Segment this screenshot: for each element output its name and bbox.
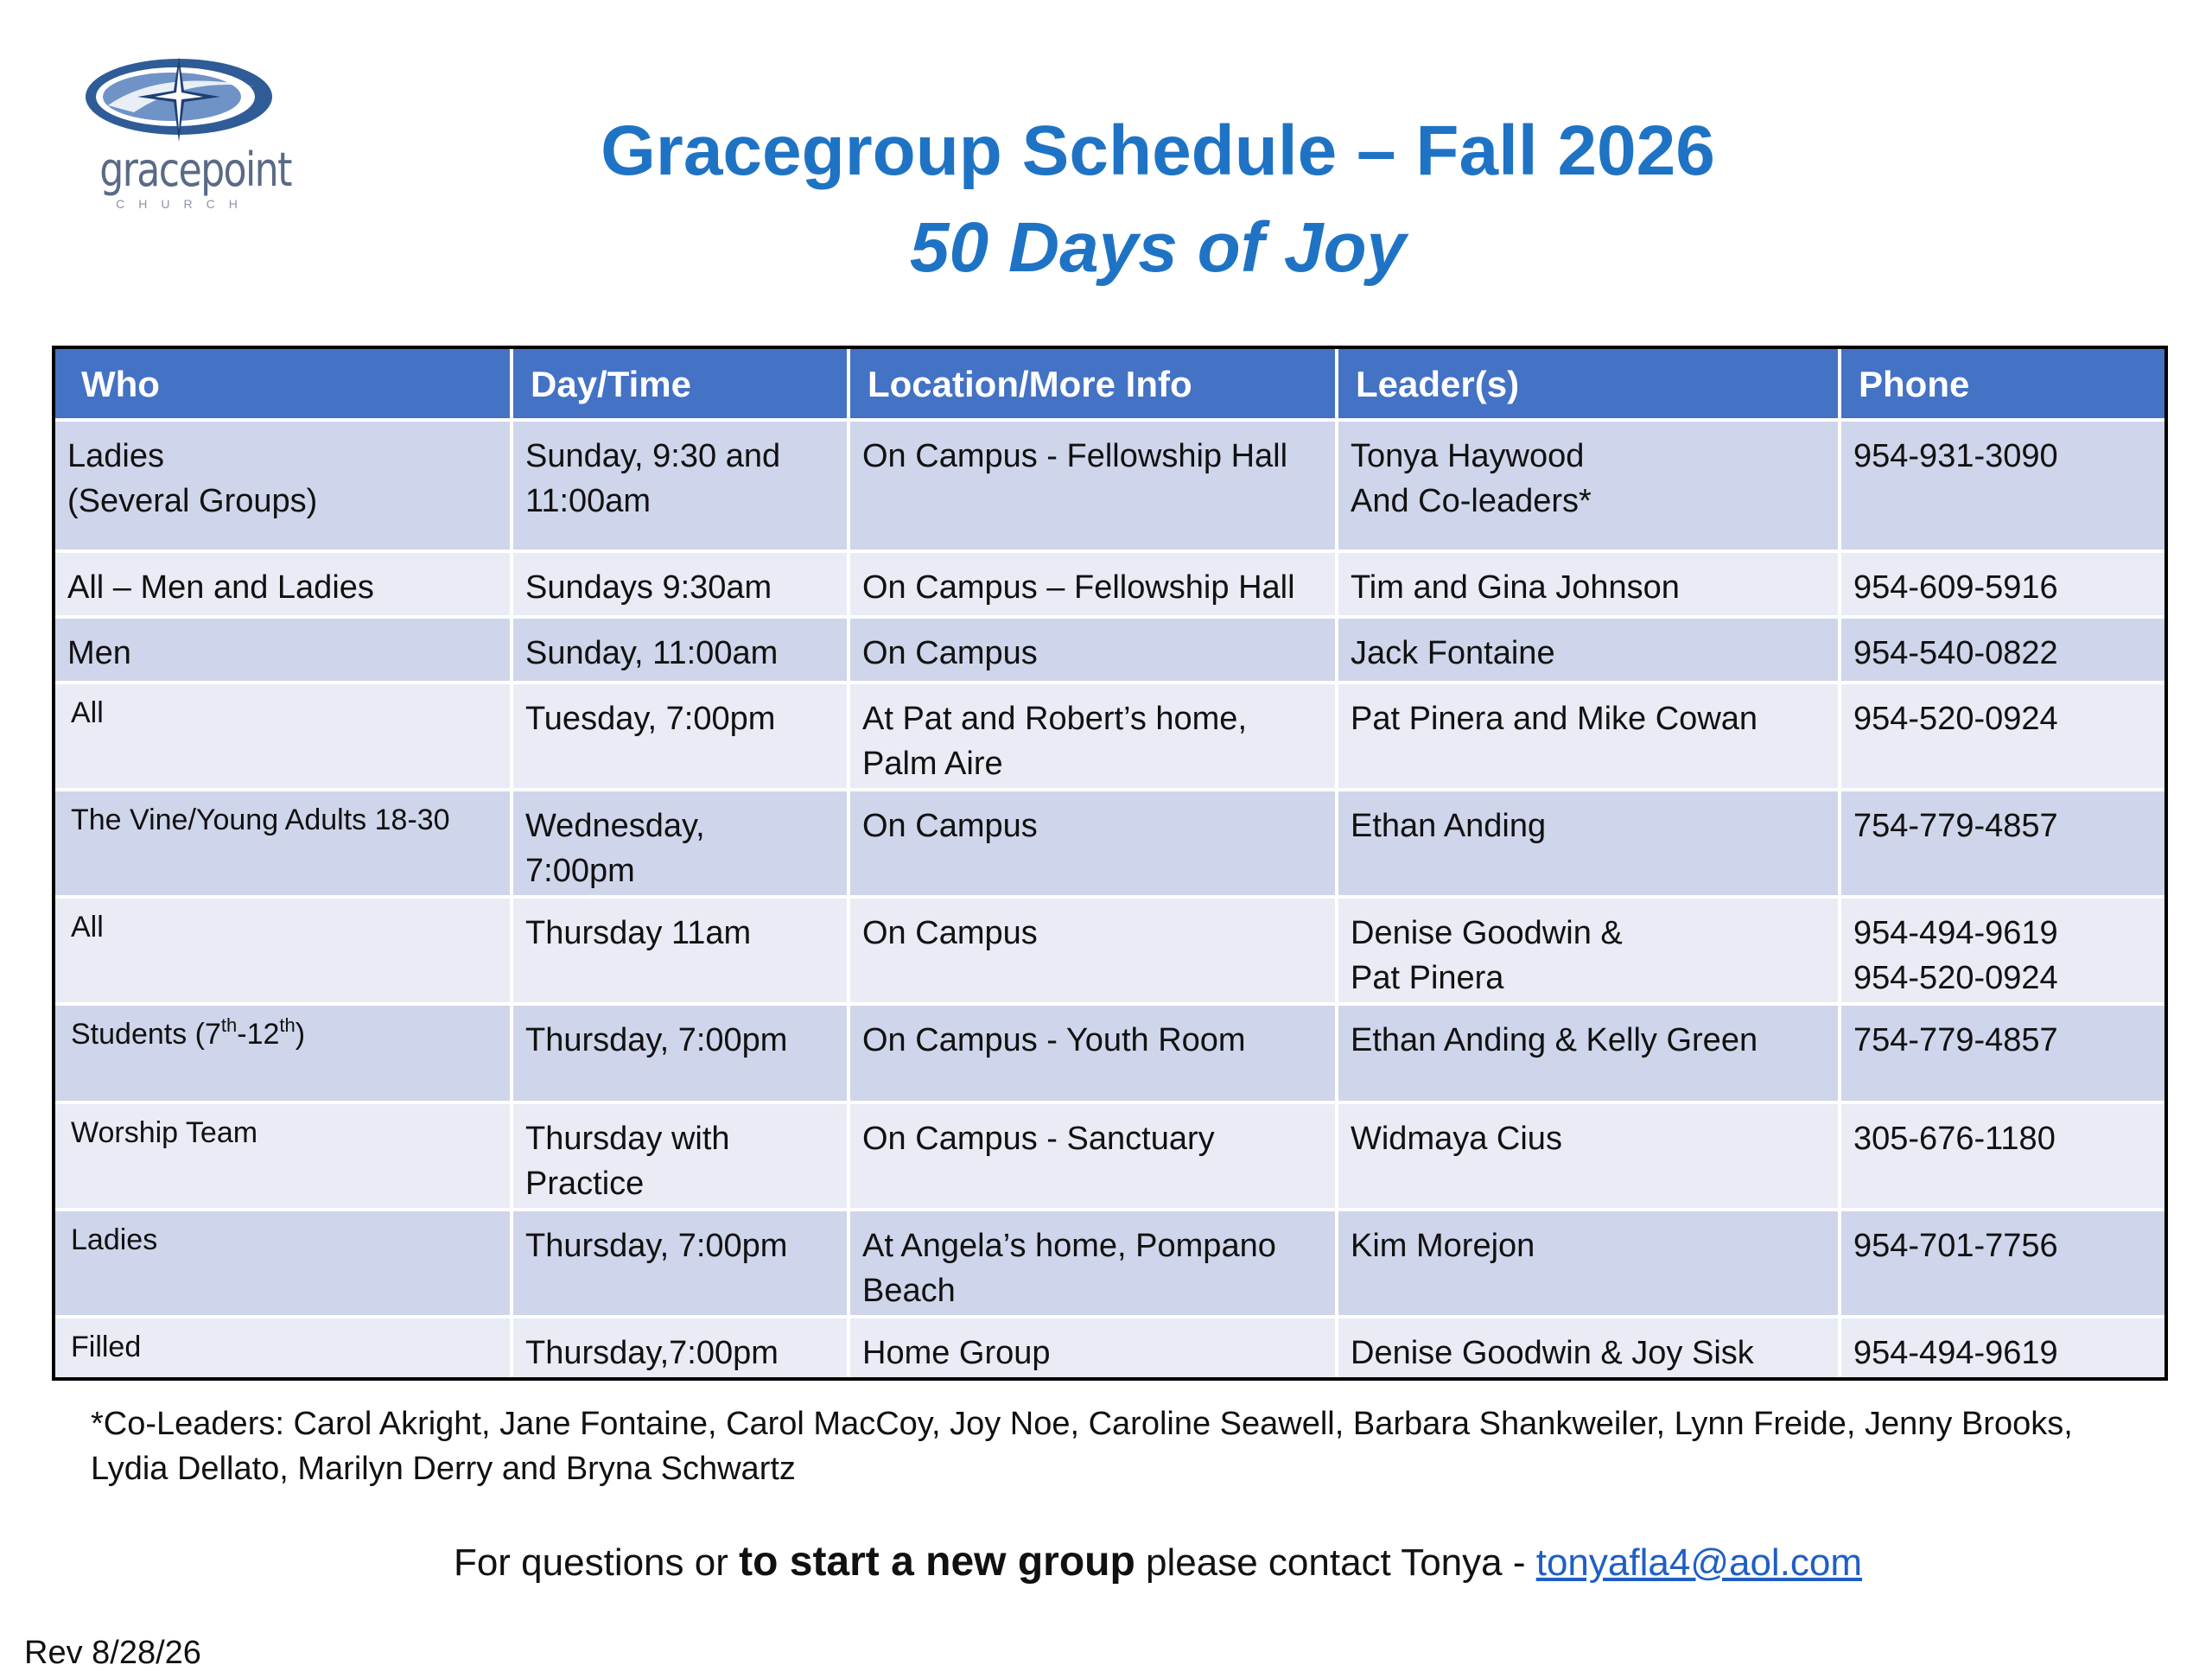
cell-phone: 954-494-9619 954-520-0924	[1838, 899, 2161, 1002]
cell-location: On Campus	[847, 619, 1335, 681]
table-row	[55, 681, 2164, 788]
page-title: Gracegroup Schedule – Fall 2026	[601, 111, 1715, 190]
table-header-row	[55, 349, 2164, 418]
page-subtitle: 50 Days of Joy	[909, 208, 1407, 287]
cell-who: Worship Team	[71, 1116, 258, 1149]
cell-leaders: Tonya Haywood And Co-leaders*	[1335, 422, 1838, 550]
table-row	[55, 895, 2164, 1002]
cell-who: Men	[67, 635, 131, 671]
table-row	[55, 1208, 2164, 1315]
schedule-table	[52, 346, 2168, 1381]
cell-location: Home Group	[847, 1318, 1335, 1377]
header-location: Location/More Info	[847, 349, 1335, 418]
contact-emphasis: to start a new group	[739, 1539, 1135, 1585]
cell-who: All – Men and Ladies	[67, 569, 374, 606]
email-link[interactable]: tonyafla4@aol.com	[1535, 1541, 1863, 1584]
cell-phone: 954-609-5916	[1838, 553, 2161, 615]
cell-day-time: Sundays 9:30am	[510, 553, 847, 615]
cell-phone: 754-779-4857	[1838, 791, 2161, 895]
table-row	[55, 418, 2164, 550]
cell-leaders: Ethan Anding & Kelly Green	[1335, 1006, 1838, 1101]
cell-day-time: Tuesday, 7:00pm	[510, 684, 847, 788]
cell-day-time: Thursday,7:00pm	[510, 1318, 847, 1377]
cell-day-time: Thursday, 7:00pm	[510, 1006, 847, 1101]
cell-phone: 754-779-4857	[1838, 1006, 2161, 1101]
cell-phone: 954-701-7756	[1838, 1211, 2161, 1315]
cell-day-time: Sunday, 11:00am	[510, 619, 847, 681]
cell-phone: 954-520-0924	[1838, 684, 2161, 788]
table-row	[55, 788, 2164, 895]
cell-day-time: Thursday, 7:00pm	[510, 1211, 847, 1315]
cell-phone: 305-676-1180	[1838, 1104, 2161, 1208]
logo-tagline: CHURCH	[116, 197, 251, 211]
table-row	[55, 615, 2164, 681]
cell-leaders: Widmaya Cius	[1335, 1104, 1838, 1208]
cell-phone: 954-494-9619	[1838, 1318, 2161, 1377]
header-day-time: Day/Time	[510, 349, 847, 418]
contact-line: For questions or to start a new group please contact Tonya - tonyafla4@aol.com	[453, 1539, 1863, 1585]
cell-day-time: Thursday with Practice	[510, 1104, 847, 1208]
cell-location: On Campus – Fellowship Hall	[847, 553, 1335, 615]
cell-location: On Campus	[847, 899, 1335, 1002]
cell-location: On Campus - Youth Room	[847, 1006, 1335, 1101]
cell-who: Filled	[71, 1331, 142, 1363]
cell-who: Students (7th-12th)	[71, 1014, 306, 1051]
cell-leaders: Tim and Gina Johnson	[1335, 553, 1838, 615]
cell-who: All	[71, 696, 104, 729]
header-phone: Phone	[1838, 349, 2161, 418]
cell-day-time: Wednesday, 7:00pm	[510, 791, 847, 895]
logo-wordmark: gracepoint	[99, 143, 291, 197]
header-who: Who	[81, 364, 160, 404]
cell-phone: 954-931-3090	[1838, 422, 2161, 550]
cell-phone: 954-540-0822	[1838, 619, 2161, 681]
cell-who: Ladies (Several Groups)	[67, 438, 318, 519]
cell-who: Ladies	[71, 1223, 158, 1256]
revision-date: Rev 8/28/26	[24, 1635, 201, 1671]
table-row	[55, 1002, 2164, 1101]
cell-leaders: Jack Fontaine	[1335, 619, 1838, 681]
cell-who: The Vine/Young Adults 18-30	[71, 804, 450, 836]
table-row	[55, 1315, 2164, 1377]
cell-location: At Angela’s home, Pompano Beach	[847, 1211, 1335, 1315]
table-row	[55, 1101, 2164, 1208]
cell-location: At Pat and Robert’s home, Palm Aire	[847, 684, 1335, 788]
table-row	[55, 550, 2164, 615]
cell-who: All	[71, 911, 104, 944]
cell-leaders: Kim Morejon	[1335, 1211, 1838, 1315]
cell-leaders: Denise Goodwin & Joy Sisk	[1335, 1318, 1838, 1377]
cell-leaders: Denise Goodwin & Pat Pinera	[1335, 899, 1838, 1002]
cell-day-time: Sunday, 9:30 and 11:00am	[510, 422, 847, 550]
cell-day-time: Thursday 11am	[510, 899, 847, 1002]
cell-location: On Campus - Sanctuary	[847, 1104, 1335, 1208]
co-leaders-note: *Co-Leaders: Carol Akright, Jane Fontaine, Carol MacCoy, Joy Noe, Caroline Seawell, Barbara Shankweiler, Lynn Freide, Jenny Brooks, Lydia Dellato, Marilyn Derry and Bryna Schwartz	[91, 1406, 2073, 1487]
cell-leaders: Ethan Anding	[1335, 791, 1838, 895]
cell-location: On Campus	[847, 791, 1335, 895]
header-leaders: Leader(s)	[1335, 349, 1838, 418]
cell-location: On Campus - Fellowship Hall	[847, 422, 1335, 550]
cell-leaders: Pat Pinera and Mike Cowan	[1335, 684, 1838, 788]
